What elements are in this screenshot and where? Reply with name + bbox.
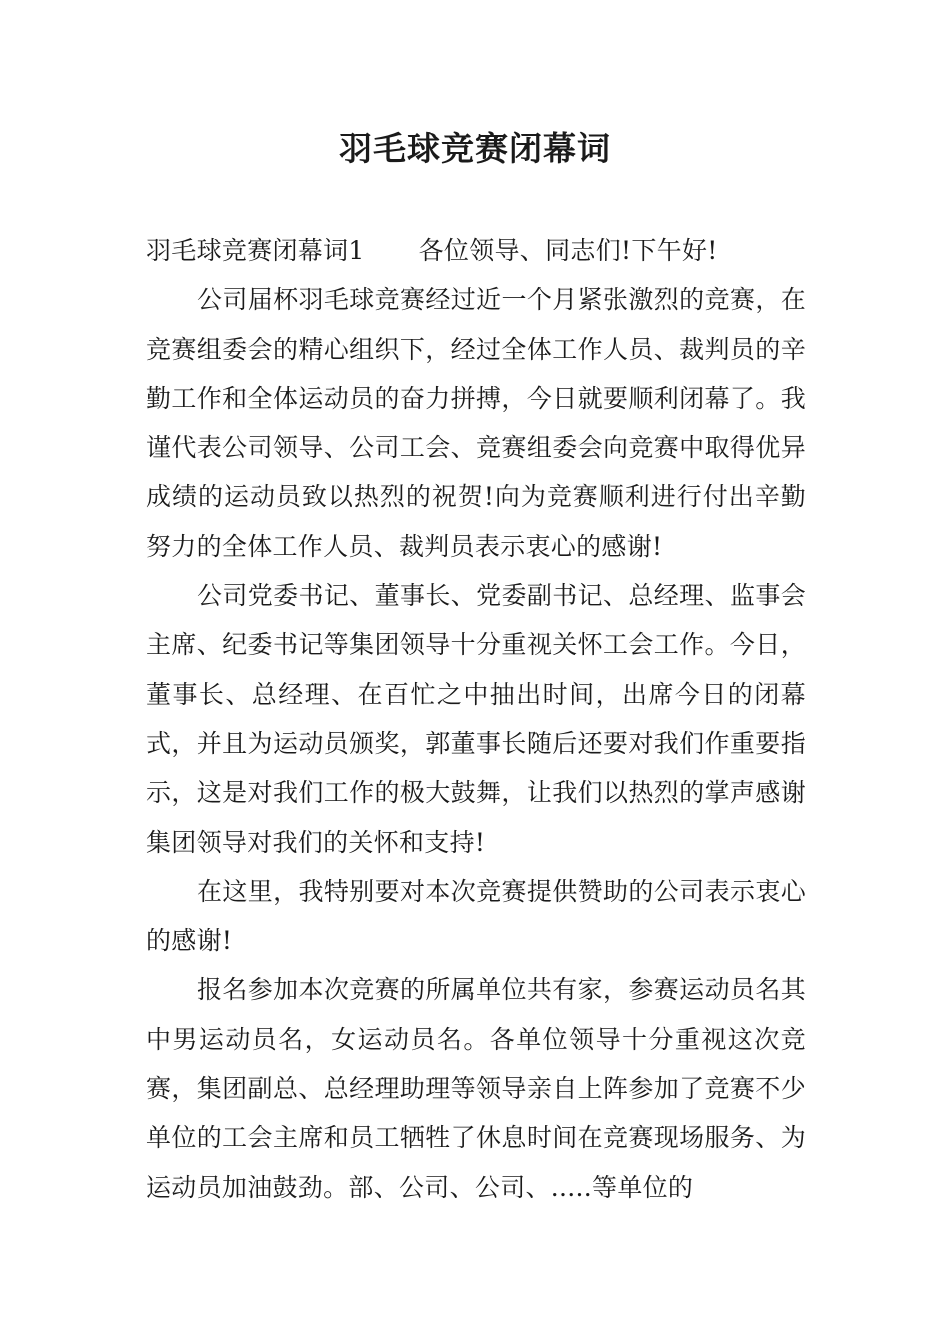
intro-greeting: 各位领导、同志们!下午好! — [418, 236, 718, 265]
intro-label: 羽毛球竞赛闭幕词1 — [146, 236, 365, 265]
document-body — [146, 226, 806, 1212]
paragraph-3: 在这里，我特别要对本次竞赛提供赞助的公司表示衷心的感谢! — [146, 876, 806, 956]
paragraph-4: 报名参加本次竞赛的所属单位共有家，参赛运动员名其中男运动员名，女运动员名。各单位领导十分重视这次竞赛，集团副总、总经理助理等领导亲自上阵参加了竞赛不少单位的工会主席和员工牺牲了休息时间在竞赛现场服务、为运动员加油鼓劲。部、公司、公司、.....等单位的 — [146, 975, 806, 1202]
intro-line — [146, 226, 806, 275]
paragraph-2: 公司党委书记、董事长、党委副书记、总经理、监事会主席、纪委书记等集团领导十分重视关怀工会工作。今日，董事长、总经理、在百忙之中抽出时间，出席今日的闭幕式，并且为运动员颁奖，郭董事长随后还要对我们作重要指示，这是对我们工作的极大鼓舞，让我们以热烈的掌声感谢集团领导对我们的关怀和支持! — [146, 581, 806, 857]
document-title: 羽毛球竞赛闭幕词 — [339, 129, 611, 168]
paragraph-1: 公司届杯羽毛球竞赛经过近一个月紧张激烈的竞赛，在竞赛组委会的精心组织下，经过全体工作人员、裁判员的辛勤工作和全体运动员的奋力拼搏，今日就要顺利闭幕了。我谨代表公司领导、公司工会、竞赛组委会向竞赛中取得优异成绩的运动员致以热烈的祝贺!向为竞赛顺利进行付出辛勤努力的全体工作人员、裁判员表示衷心的感谢! — [146, 285, 806, 561]
